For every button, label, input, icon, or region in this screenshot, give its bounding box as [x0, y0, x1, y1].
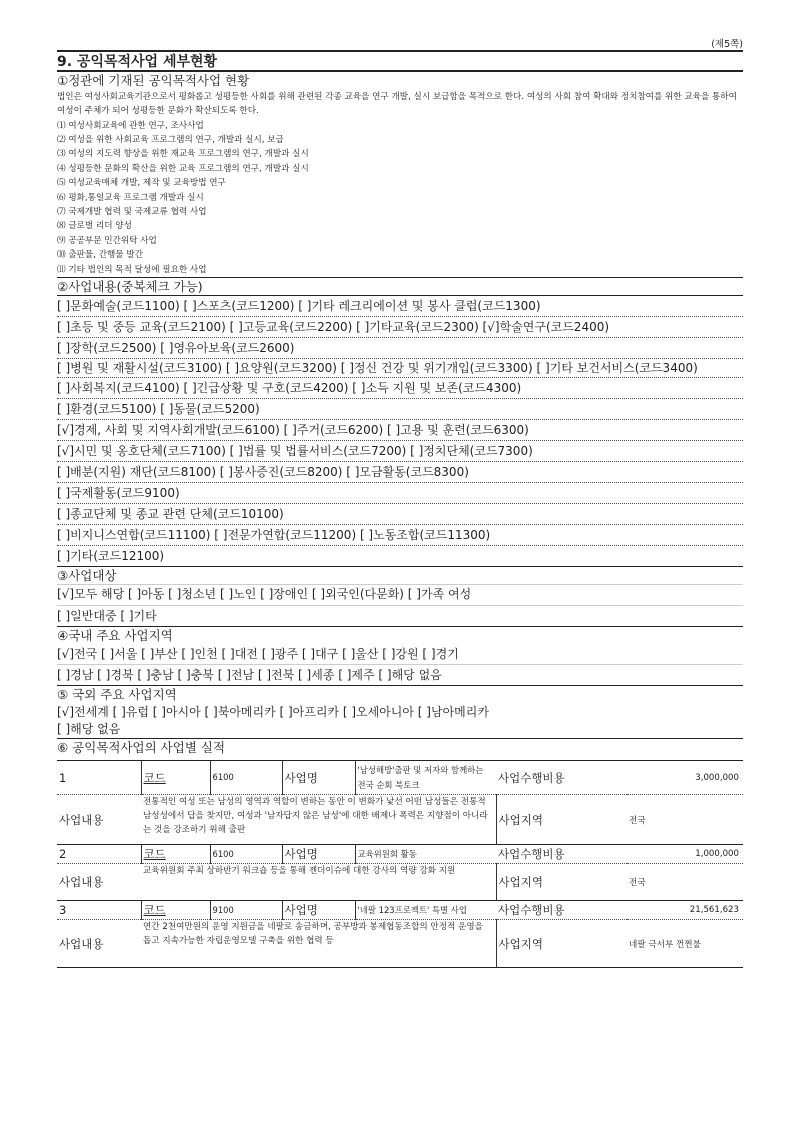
- purpose-list-item: ⑹ 평화,통일교육 프로그램 개발과 실시: [57, 192, 204, 203]
- name-label: 사업명: [282, 901, 355, 920]
- section-heading: ⑥ 공익목적사업의 사업별 실적: [57, 740, 226, 756]
- purpose-list-item: ⑻ 글로벌 리더 양성: [57, 221, 132, 232]
- checkbox-row: [√]시민 및 옹호단체(코드7100) [ ]법률 및 법률서비스(코드7200) [ ]정치단체(코드7300): [57, 441, 743, 462]
- purpose-list-item: ⑷ 성평등한 문화의 확산을 위한 교육 프로그램의 연구, 개발과 실시: [57, 163, 309, 174]
- section-heading: ③사업대상: [57, 567, 743, 585]
- project-cost: 3,000,000: [627, 761, 743, 795]
- checkbox-row: [√]모두 해당 [ ]아동 [ ]청소년 [ ]노인 [ ]장애인 [ ]외국인(다문화) [ ]가족 여성: [57, 585, 743, 606]
- content-label: 사업내용: [59, 936, 104, 951]
- name-label: 사업명: [282, 761, 355, 795]
- project-number: 1: [57, 761, 141, 795]
- project-header-row: [57, 845, 743, 864]
- document-page: [57, 36, 743, 968]
- project-cost: 21,561,623: [627, 901, 743, 920]
- region-label: 사업지역: [496, 920, 627, 968]
- code-value: 6100: [210, 761, 282, 795]
- checkbox-row: [ ]장학(코드2500) [ ]영유아보육(코드2600): [57, 338, 743, 359]
- project-content: 교육위원회 주최 상하반기 워크숍 등을 통해 젠더이슈에 대한 강사의 역량 강화 지원: [143, 866, 456, 877]
- project-name: '남성해방'출판 및 저자와 함께하는 전국 순회 북토크: [355, 761, 496, 795]
- project-content: 연간 2천여만원의 운영 지원금을 네팔로 송금하며, 공부방과 봉제협동조합의 안정적 운영을 돕고 지속가능한 자립운영모델 구축을 위한 협력 등: [143, 922, 483, 947]
- checkbox-row: [ ]병원 및 재활시설(코드3100) [ ]요양원(코드3200) [ ]정신 건강 및 위기개입(코드3300) [ ]기타 보건서비스(코드3400): [57, 359, 743, 378]
- content-label: 사업내용: [59, 875, 104, 890]
- project-results-table: [57, 760, 743, 968]
- project-content-row: [57, 795, 743, 845]
- checkbox-row: [√]경제, 사회 및 지역사회개발(코드6100) [ ]주거(코드6200) [ ]고용 및 훈련(코드6300): [57, 420, 743, 441]
- cost-label: 사업수행비용: [496, 901, 627, 920]
- section-target: [57, 567, 743, 627]
- purpose-paragraph: 법인은 여성사회교육기관으로서 평화롭고 성평등한 사회를 위해 관련된 각종 교육을 연구 개발, 실시 보급함을 목적으로 한다. 여성의 사회 참여 확대와 정치참여를 위한 교육을 통하여 여성이 주체가 되어 성평등한 문화가 확산되도록 한다.: [57, 92, 737, 117]
- section-heading: ①정관에 기재된 공익목적사업 현황: [57, 73, 250, 88]
- cost-label: 사업수행비용: [496, 845, 627, 864]
- checkbox-row: [√]전세계 [ ]유럽 [ ]아시아 [ ]북아메리카 [ ]아프리카 [ ]오세아니아 [ ]남아메리카: [57, 705, 489, 720]
- checkbox-row: [ ]비지니스연합(코드11100) [ ]전문가연합(코드11200) [ ]노동조합(코드11300): [57, 525, 743, 546]
- purpose-list-item: ⑶ 여성의 지도력 향상을 위한 재교육 프로그램의 연구, 개발과 실시: [57, 149, 309, 160]
- code-value: 6100: [210, 845, 282, 864]
- purpose-list-item: ⑸ 여성교육매체 개발, 제작 및 교육방법 연구: [57, 178, 226, 189]
- checkbox-row: [ ]사회복지(코드4100) [ ]긴급상황 및 구호(코드4200) [ ]소득 지원 및 보존(코드4300): [57, 378, 743, 399]
- code-value: 9100: [210, 901, 282, 920]
- checkbox-row: [ ]배분(지원) 재단(코드8100) [ ]봉사증진(코드8200) [ ]모금활동(코드8300): [57, 462, 743, 483]
- code-label: 코드: [141, 845, 210, 864]
- region-label: 사업지역: [496, 795, 627, 845]
- region-label: 사업지역: [496, 864, 627, 901]
- project-header-row: [57, 901, 743, 920]
- section-project-results: [57, 739, 743, 968]
- section-statute-projects: [57, 72, 743, 278]
- checkbox-row: [ ]일반대중 [ ]기타: [57, 606, 743, 627]
- checkbox-row: [ ]문화예술(코드1100) [ ]스포츠(코드1200) [ ]기타 레크리에이션 및 봉사 클럽(코드1300): [57, 296, 743, 317]
- checkbox-row: [ ]종교단체 및 종교 관련 단체(코드10100): [57, 504, 743, 525]
- project-header-row: [57, 761, 743, 795]
- name-label: 사업명: [282, 845, 355, 864]
- project-region: 전국: [629, 815, 646, 826]
- project-number: 3: [57, 901, 141, 920]
- checkbox-row: [ ]환경(코드5100) [ ]동물(코드5200): [57, 399, 743, 420]
- page-number: (제5쪽): [711, 39, 743, 50]
- section-business-content: [57, 278, 743, 567]
- checkbox-row: [ ]기타(코드12100): [57, 546, 743, 567]
- checkbox-row: [ ]초등 및 중등 교육(코드2100) [ ]고등교육(코드2200) [ ]기타교육(코드2300) [√]학술연구(코드2400): [57, 317, 743, 338]
- section-domestic-region: [57, 627, 743, 687]
- checkbox-row: [ ]해당 없음: [57, 721, 743, 739]
- purpose-list-item: ⑴ 여성사회교육에 관한 연구, 조사사업: [57, 120, 204, 131]
- cost-label: 사업수행비용: [496, 761, 627, 795]
- content-label: 사업내용: [59, 812, 104, 827]
- page-title: 9. 공익목적사업 세부현황: [57, 50, 743, 72]
- purpose-list-item: ⑾ 기타 법인의 목적 달성에 필요한 사업: [57, 264, 207, 275]
- project-content: 전통적인 여성 또는 남성의 영역과 역할이 변하는 동안 이 변화가 낯선 어떤 남성들은 전통적 남성성에서 답을 찾지만, 여성과 '남자답지 않은 남성'에 대한 배제나 폭력은 지향점이 아니라는 것을 강조하기 위해 출판: [143, 797, 488, 836]
- checkbox-row: [ ]국제활동(코드9100): [57, 483, 743, 504]
- project-name: 교육위원회 활동: [355, 845, 496, 864]
- project-content-row: [57, 864, 743, 901]
- purpose-list-item: ⑽ 출판물, 간행물 발간: [57, 250, 143, 261]
- code-label: 코드: [141, 901, 210, 920]
- project-number: 2: [57, 845, 141, 864]
- purpose-list-item: ⑺ 국제개발 협력 및 국제교류 협력 사업: [57, 207, 207, 218]
- code-label: 코드: [141, 761, 210, 795]
- section-heading: ④국내 주요 사업지역: [57, 627, 173, 643]
- section-heading: ⑤ 국외 주요 사업지역: [57, 687, 177, 703]
- section-overseas-region: [57, 686, 743, 739]
- project-cost: 1,000,000: [627, 845, 743, 864]
- project-region: 네팔 극서부 껀쩐불: [629, 939, 701, 950]
- project-region: 전국: [629, 878, 646, 889]
- project-name: '네팔 123프로젝트' 특별 사업: [355, 901, 496, 920]
- project-content-row: [57, 920, 743, 968]
- checkbox-row: [ ]경남 [ ]경북 [ ]충남 [ ]충북 [ ]전남 [ ]전북 [ ]세종 [ ]제주 [ ]해당 없음: [57, 665, 743, 686]
- purpose-list-item: ⑵ 여성을 위한 사회교육 프로그램의 연구, 개발과 실시, 보급: [57, 135, 284, 145]
- checkbox-row: [√]전국 [ ]서울 [ ]부산 [ ]인천 [ ]대전 [ ]광주 [ ]대구 [ ]울산 [ ]강원 [ ]경기: [57, 645, 743, 666]
- purpose-list-item: ⑼ 공공부문 민간위탁 사업: [57, 235, 157, 246]
- section-heading: ②사업내용(중복체크 가능): [57, 278, 743, 296]
